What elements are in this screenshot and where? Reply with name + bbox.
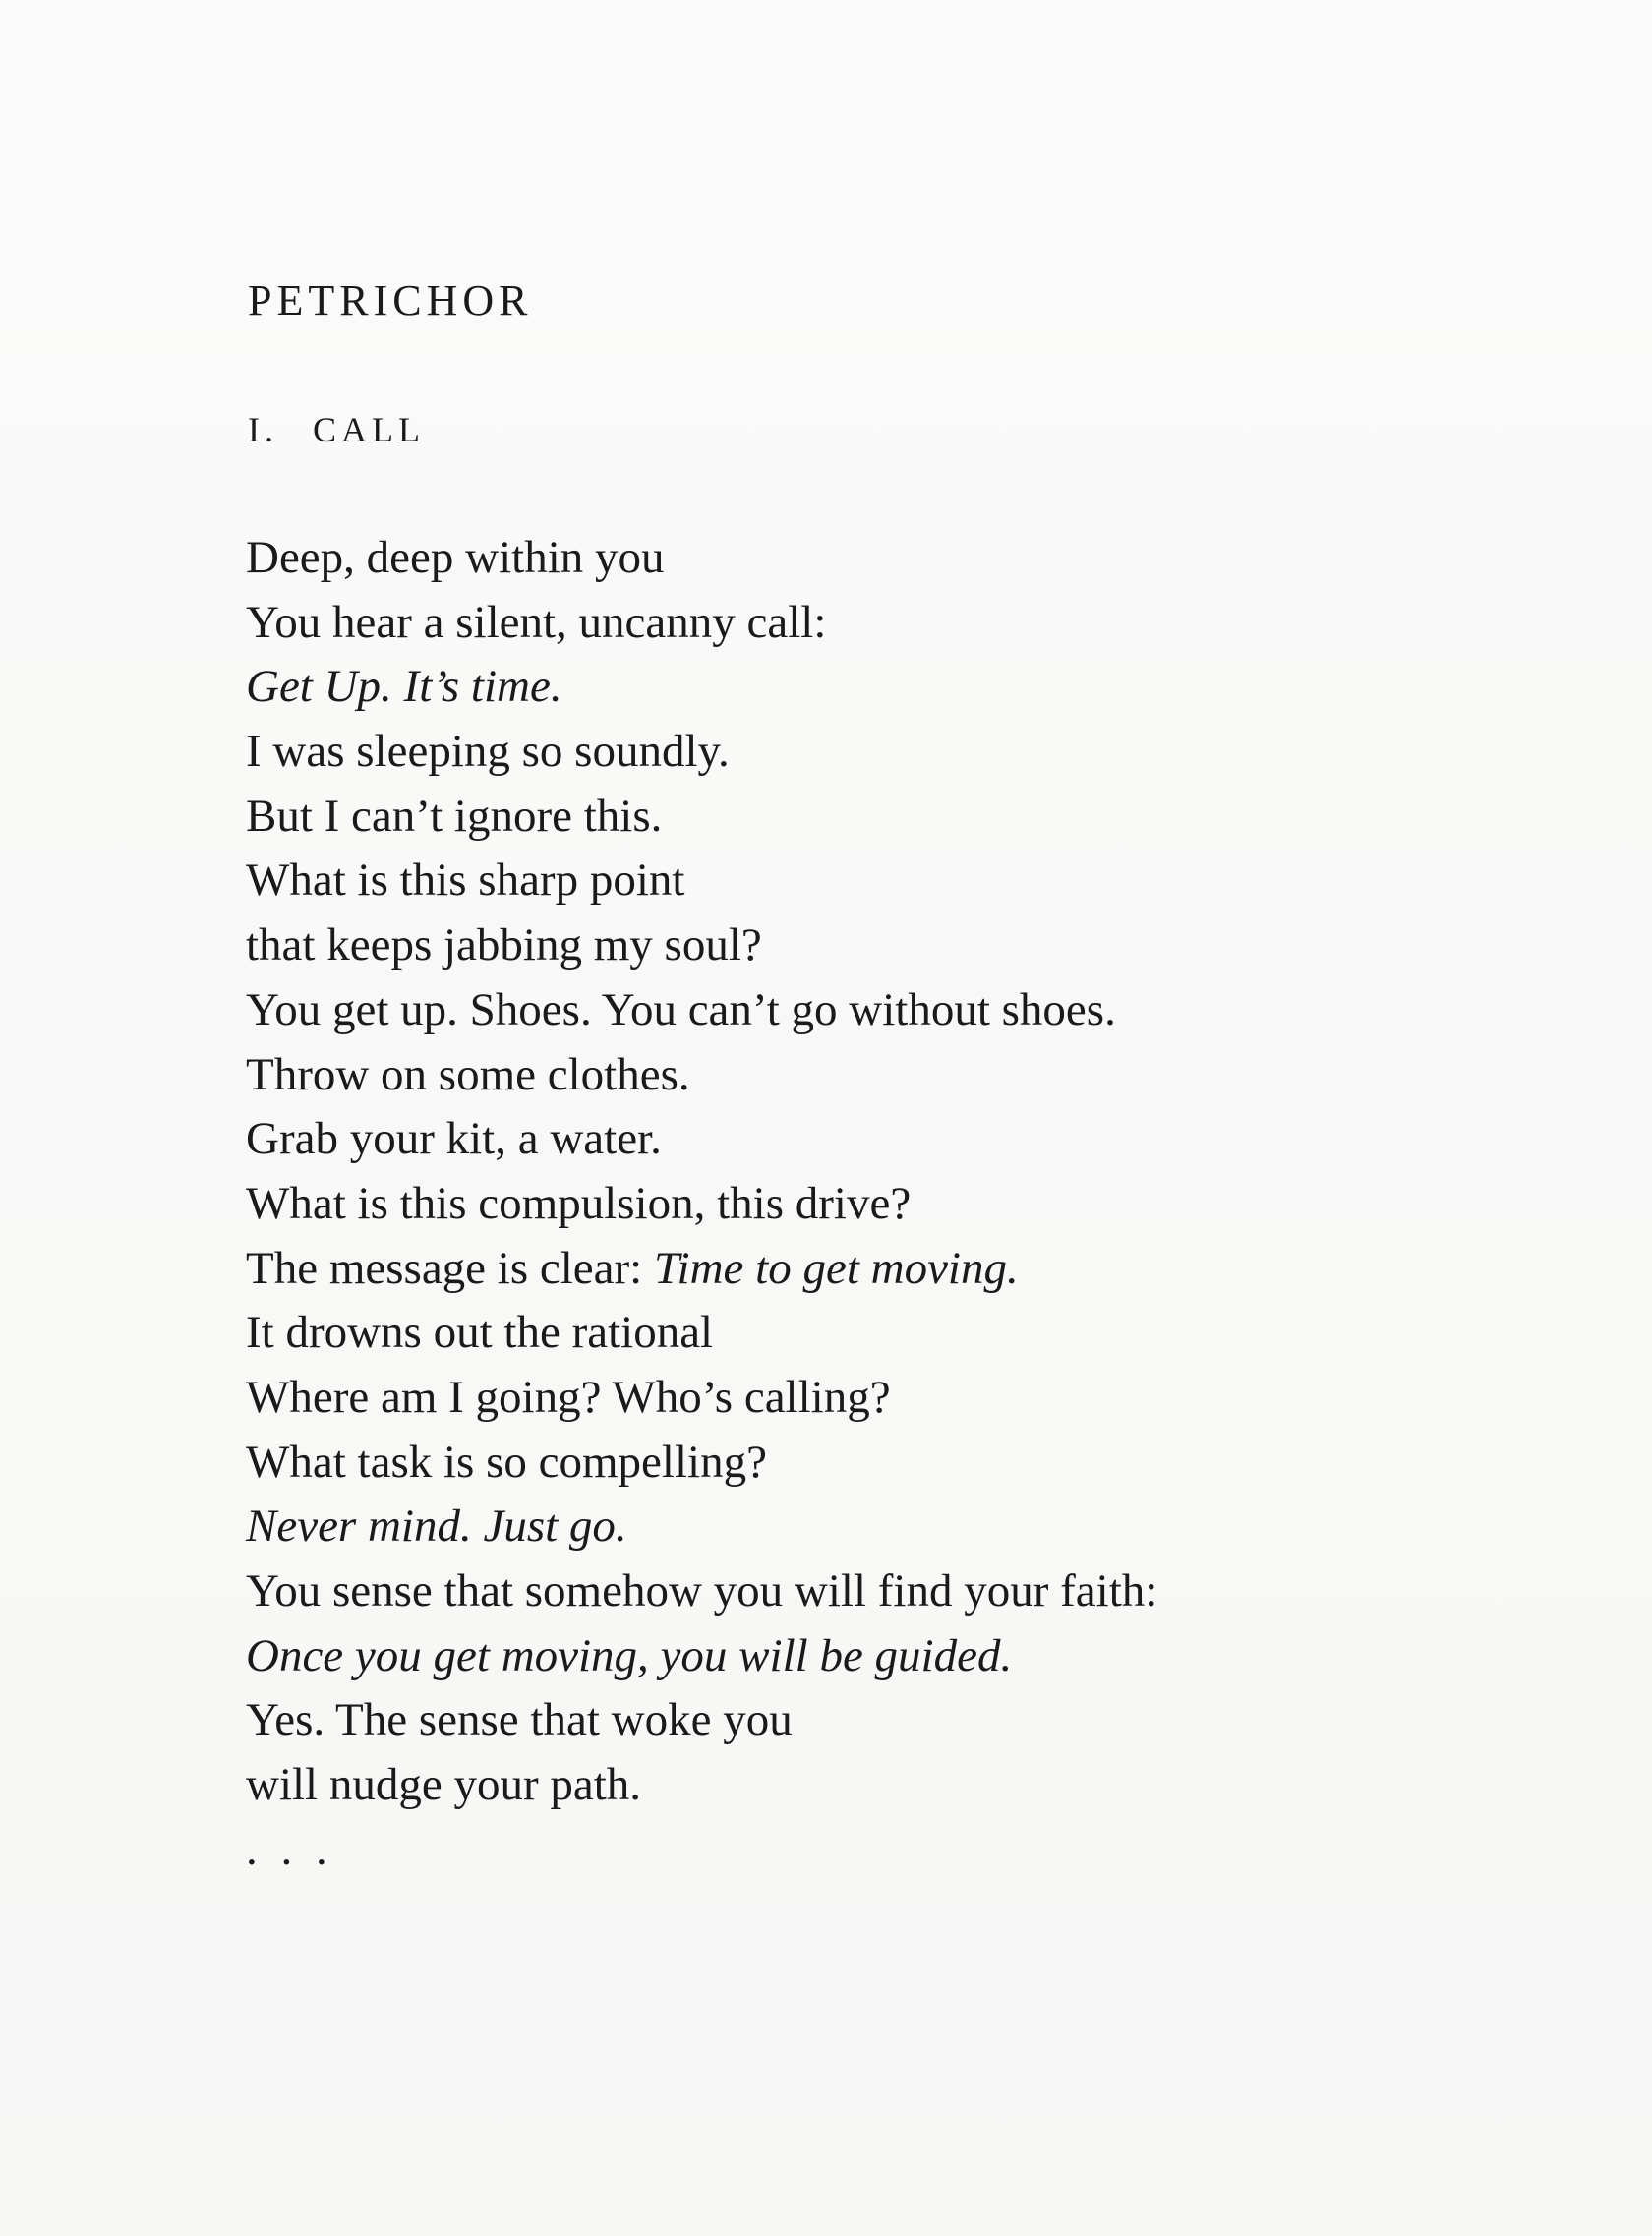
poem-line-12-plain: The message is clear:	[246, 1242, 654, 1294]
poem-line-9: Throw on some clothes.	[246, 1048, 690, 1100]
poem-line-5: But I can’t ignore this.	[246, 790, 663, 842]
poem-line-4: I was sleeping so soundly.	[246, 726, 730, 778]
poem-title: PETRICHOR	[248, 276, 533, 324]
poem-line-19: Yes. The sense that woke you	[246, 1694, 793, 1746]
poem-ellipsis: . . .	[246, 1823, 333, 1875]
poem-line-16: Never mind. Just go.	[246, 1500, 627, 1553]
poem-line-18: Once you get moving, you will be guided.	[246, 1629, 1013, 1681]
poem-body	[246, 526, 1157, 1882]
poem-line-10: Grab your kit, a water.	[246, 1113, 662, 1165]
poem-line-20: will nudge your path.	[246, 1759, 642, 1811]
poem-line-12-italic: Time to get moving.	[654, 1242, 1019, 1294]
poem-line-11: What is this compulsion, this drive?	[246, 1177, 912, 1229]
section-name: CALL	[313, 410, 425, 449]
poem-line-8: You get up. Shoes. You can’t go without shoes.	[246, 983, 1116, 1035]
poem-line-7: that keeps jabbing my soul?	[246, 919, 762, 971]
section-heading	[248, 407, 425, 452]
poem-line-13: It drowns out the rational	[246, 1307, 714, 1359]
poem-line-2: You hear a silent, uncanny call:	[246, 596, 827, 648]
poem-line-6: What is this sharp point	[246, 854, 685, 907]
poem-line-17: You sense that somehow you will find your faith:	[246, 1565, 1158, 1617]
poem-line-12	[246, 1237, 1157, 1302]
poem-line-14: Where am I going? Who’s calling?	[246, 1371, 891, 1423]
poem-line-3: Get Up. It’s time.	[246, 661, 562, 713]
poem-line-15: What task is so compelling?	[246, 1436, 767, 1488]
poem-line-1: Deep, deep within you	[246, 532, 665, 583]
section-number: I.	[248, 410, 278, 449]
